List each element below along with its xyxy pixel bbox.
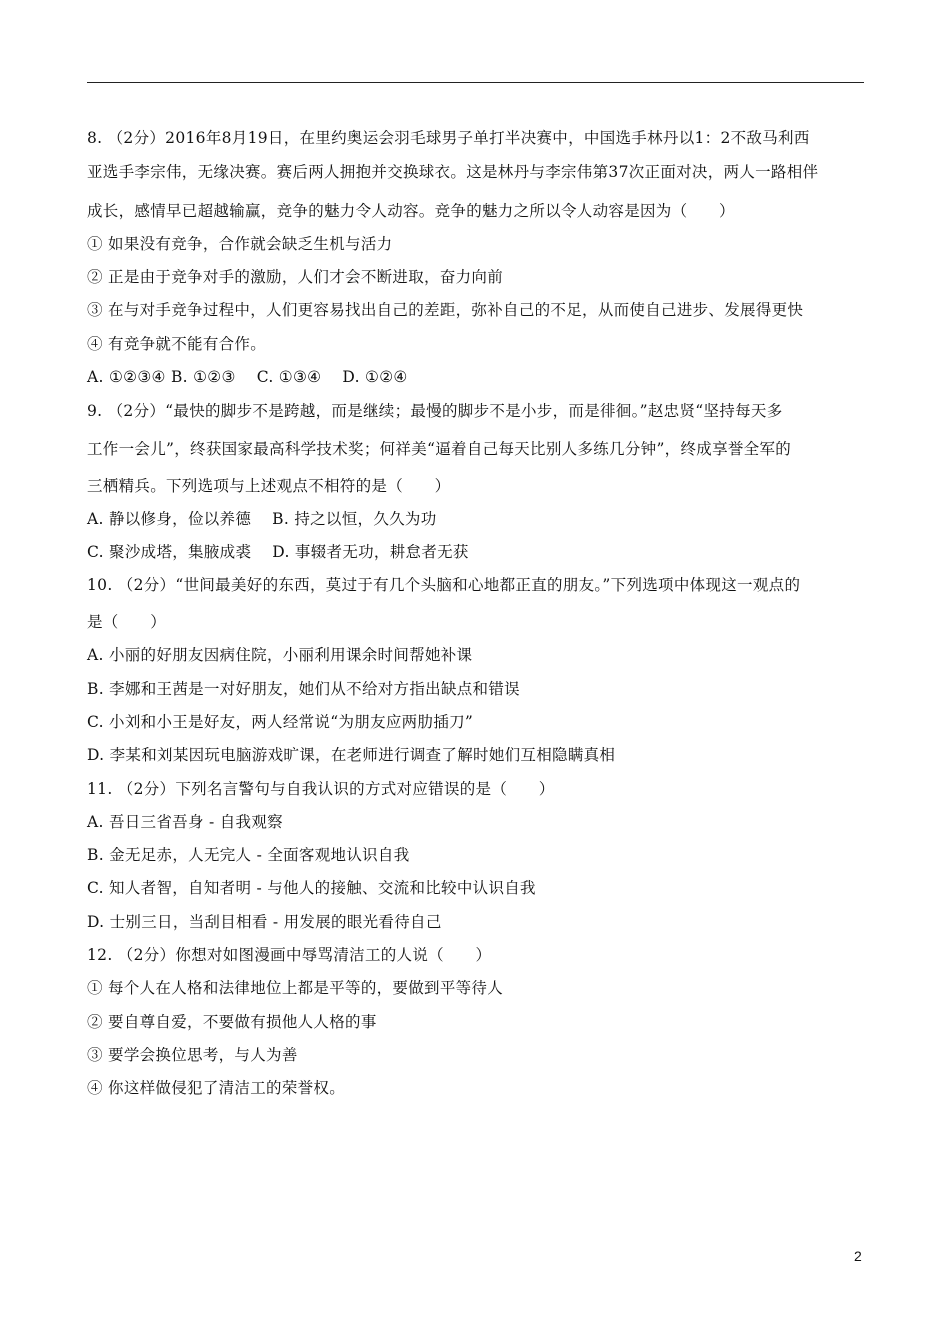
q8-statement-1: ① 如果没有竞争，合作就会缺乏生机与活力: [87, 235, 393, 253]
q10-line-1: 10. （2分）“世间最美好的东西，莫过于有几个头脑和心地都正直的朋友。”下列选项中体现这一观点的: [87, 576, 801, 594]
q10-option-c: C. 小刘和小王是好友，两人经常说“为朋友应两肋插刀”: [87, 713, 474, 731]
q8-statement-2: ② 正是由于竞争对手的激励，人们才会不断进取，奋力向前: [87, 268, 504, 286]
q8-line-3: 成长，感情早已超越输赢，竞争的魅力令人动容。竞争的魅力之所以令人动容是因为（ ）: [87, 202, 735, 220]
q8-statement-3: ③ 在与对手竞争过程中，人们更容易找出自己的差距，弥补自己的不足，从而使自己进步、发展得更快: [87, 301, 804, 319]
q9-line-1: 9. （2分）“最快的脚步不是跨越，而是继续；最慢的脚步不是小步，而是徘徊。”赵忠贤“坚持每天多: [87, 402, 783, 420]
q9-options-2: C. 聚沙成塔，集腋成裘 D. 事辍者无功，耕怠者无获: [87, 543, 469, 561]
page-number: 2: [854, 1248, 862, 1264]
q11-option-b: B. 金无足赤，人无完人 - 全面客观地认识自我: [87, 846, 410, 864]
q10-option-a: A. 小丽的好朋友因病住院，小丽利用课余时间帮她补课: [87, 646, 473, 664]
q12-statement-4: ④ 你这样做侵犯了清洁工的荣誉权。: [87, 1079, 346, 1097]
q8-options: A. ①②③④ B. ①②③ C. ①③④ D. ①②④: [87, 368, 408, 386]
q12-statement-1: ① 每个人在人格和法律地位上都是平等的，要做到平等待人: [87, 979, 504, 997]
q9-line-2: 工作一会儿”，终获国家最高科学技术奖；何祥美“逼着自己每天比别人多练几分钟”，终成享誉全军的: [87, 440, 792, 458]
q12-line-1: 12. （2分）你想对如图漫画中辱骂清洁工的人说（ ）: [87, 946, 492, 964]
q11-line-1: 11. （2分）下列名言警句与自我认识的方式对应错误的是（ ）: [87, 780, 555, 798]
q11-option-a: A. 吾日三省吾身 - 自我观察: [87, 813, 283, 831]
q10-option-d: D. 李某和刘某因玩电脑游戏旷课，在老师进行调查了解时她们互相隐瞒真相: [87, 746, 616, 764]
q11-option-c: C. 知人者智，自知者明 - 与他人的接触、交流和比较中认识自我: [87, 879, 536, 897]
q12-statement-2: ② 要自尊自爱，不要做有损他人人格的事: [87, 1013, 377, 1031]
q10-line-2: 是（ ）: [87, 613, 167, 631]
q8-line-1: 8. （2分）2016年8月19日，在里约奥运会羽毛球男子单打半决赛中，中国选手林丹以1：2不敌马利西: [87, 129, 810, 147]
header-rule: [87, 82, 864, 83]
q9-options-1: A. 静以修身，俭以养德 B. 持之以恒，久久为功: [87, 510, 437, 528]
q12-statement-3: ③ 要学会换位思考，与人为善: [87, 1046, 298, 1064]
q10-option-b: B. 李娜和王茜是一对好朋友，她们从不给对方指出缺点和错误: [87, 680, 520, 698]
q8-line-2: 亚选手李宗伟，无缘决赛。赛后两人拥抱并交换球衣。这是林丹与李宗伟第37次正面对决，两人一路相伴: [87, 163, 819, 181]
q8-statement-4: ④ 有竞争就不能有合作。: [87, 335, 267, 353]
q11-option-d: D. 士别三日，当刮目相看 - 用发展的眼光看待自己: [87, 913, 442, 931]
q9-line-3: 三栖精兵。下列选项与上述观点不相符的是（ ）: [87, 477, 451, 495]
